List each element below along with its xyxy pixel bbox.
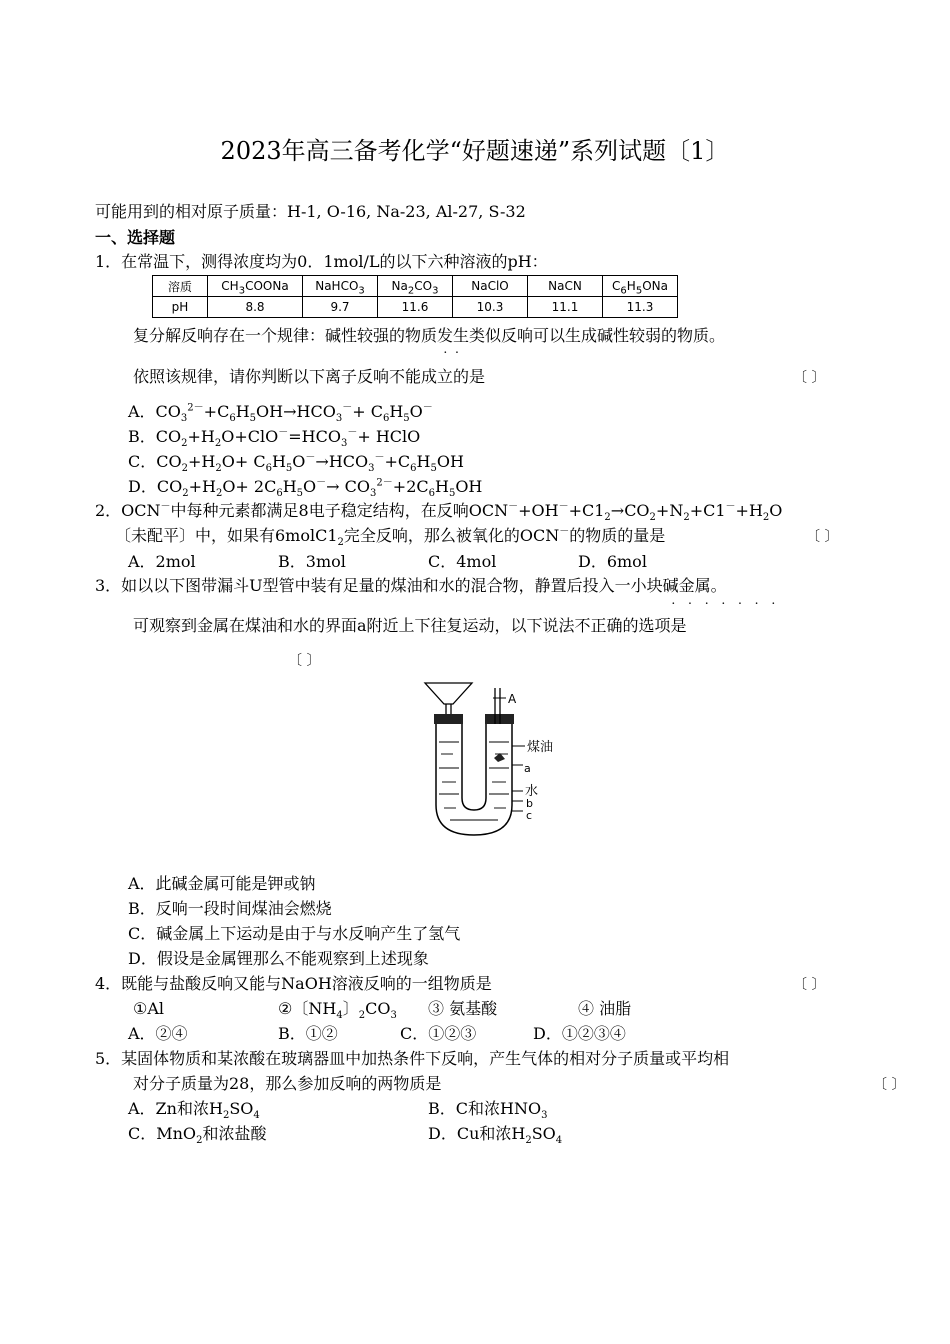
q2-option-c: C．4mol [428, 552, 497, 571]
table-cell: NaClO [453, 276, 528, 297]
table-cell: $CH_3COONa$ [208, 276, 303, 297]
q4-item-2: ②〔$NH_4$〕$_2CO_3$ [278, 999, 397, 1022]
answer-bracket: 〔 〕 [873, 1077, 906, 1093]
figure-label-a: a [524, 762, 531, 775]
table-row [153, 276, 678, 297]
table-cell: 10.3 [453, 297, 528, 318]
q2-line1: 2．OCN－中每种元素都满足8电子稳定结构，在反响$OCN^-+OH^-+C1_2\to CO_2+N_2+C1^-+H_2O$ [95, 501, 783, 524]
q1-option-d: D．$CO_2+H_2O+ 2C_6H_5O^-\to CO_3^{2-}+2C_6H_5OH$ [128, 477, 483, 500]
answer-bracket: 〔 〕 [793, 370, 826, 386]
table-cell: 11.6 [378, 297, 453, 318]
left-stopper [434, 714, 463, 724]
emphasis-dots: ······· [671, 597, 788, 612]
q1-rule: 复分解反响存在一个规律：碱性较强的物质发生类似反响可以生成碱性较弱的物质。 [133, 326, 726, 345]
section-heading: 一、选择题 [95, 228, 176, 247]
q3-line2: 可观察到金属在煤油和水的界面a附近上下往复运动，以下说法不正确的选项是 [133, 616, 687, 635]
u-tube-outer [436, 724, 512, 835]
q4-item-1: ①Al [133, 999, 165, 1018]
emphasis-dots: · · [443, 346, 460, 361]
q4-stem: 4．既能与盐酸反响又能与NaOH溶液反响的一组物质是 [95, 974, 492, 993]
table-cell: NaCN [528, 276, 603, 297]
funnel-icon [425, 683, 472, 704]
table-cell: 11.3 [603, 297, 678, 318]
q3-line1: 3．如以以下图带漏斗U型管中装有足量的煤油和水的混合物，静置后投入一小块碱金属。 [95, 576, 727, 595]
table-cell: $C_6H_5ONa$ [603, 276, 678, 297]
q5-option-b: B．C和浓$HNO_3$ [428, 1099, 548, 1122]
q3-option-c: C．碱金属上下运动是由于与水反响产生了氢气 [128, 924, 461, 943]
figure-label-b: b [526, 797, 533, 810]
q1-option-b: B．$CO_2+H_2O+ClO^-=HCO_3^-+$ HClO [128, 427, 421, 450]
u-tube-figure [420, 680, 570, 840]
answer-bracket: 〔 〕 [288, 653, 321, 669]
q2-option-b: B．3mol [278, 552, 346, 571]
table-cell: 8.8 [208, 297, 303, 318]
q2-option-a: A．2mol [128, 552, 196, 571]
table-cell: $Na_2CO_3$ [378, 276, 453, 297]
q1-option-c: C．$CO_2+H_2O+ C_6H_5O^-\to HCO_3^-+C_6H_5OH$ [128, 452, 464, 475]
q4-option-c: C．①②③ [400, 1024, 477, 1043]
figure-label-A: A [508, 692, 517, 706]
q2-option-d: D．6mol [578, 552, 647, 571]
table-cell: 11.1 [528, 297, 603, 318]
q1-ask: 依照该规律，请你判断以下离子反响不能成立的是 [133, 367, 486, 386]
table-cell: NaHCO$_3$ [303, 276, 378, 297]
q4-option-a: A．②④ [128, 1024, 188, 1043]
q1-ph-table [152, 275, 678, 318]
q1-option-a: A．$CO_3^{2-}+C_6H_5OH\to HCO_3^-+ C_6H_5O^-$ [128, 402, 433, 425]
figure-label-kerosene: 煤油 [527, 740, 554, 755]
page-title: 2023年高三备考化学“好题速递”系列试题〔1〕 [220, 137, 730, 165]
q3-option-b: B．反响一段时间煤油会燃烧 [128, 899, 332, 918]
label-lines [512, 746, 525, 811]
figure-label-c: c [526, 809, 533, 822]
q4-option-d: D．①②③④ [533, 1024, 626, 1043]
q5-line2: 对分子质量为28，那么参加反响的两物质是 [133, 1074, 442, 1093]
q3-option-a: A．此碱金属可能是钾或钠 [128, 874, 316, 893]
figure-label-water: 水 [525, 784, 539, 799]
liquid-lines [439, 742, 509, 820]
q5-option-c: C．MnO$_2$和浓盐酸 [128, 1124, 267, 1147]
q5-line1: 5．某固体物质和某浓酸在玻璃器皿中加热条件下反响，产生气体的相对分子质量或平均相 [95, 1049, 730, 1068]
q4-item-3: ③ 氨基酸 [428, 999, 498, 1018]
q4-option-b: B．①② [278, 1024, 338, 1043]
u-tube-inner [462, 724, 486, 810]
table-cell: pH [153, 297, 208, 318]
table-cell: 9.7 [303, 297, 378, 318]
table-cell: 溶质 [153, 276, 208, 297]
q1-stem: 1．在常温下，测得浓度均为0．1mol/L的以下六种溶液的pH： [95, 252, 548, 271]
atomic-masses-note: 可能用到的相对原子质量：H-1, O-16, Na-23, Al-27, S-32 [95, 202, 526, 221]
q5-option-a: A．Zn和浓$H_2SO_4$ [128, 1099, 260, 1122]
q4-item-4: ④ 油脂 [578, 999, 632, 1018]
q2-line2: 〔未配平〕中，如果有$6molC1_2$完全反响，那么被氧化的OCN－的物质的量是 [115, 526, 666, 549]
q3-option-d: D．假设是金属锂那么不能观察到上述现象 [128, 949, 429, 968]
table-row [153, 297, 678, 318]
answer-bracket: 〔 〕 [793, 977, 826, 993]
answer-bracket: 〔 〕 [806, 529, 839, 545]
q5-option-d: D．Cu和浓$H_2SO_4$ [428, 1124, 563, 1147]
